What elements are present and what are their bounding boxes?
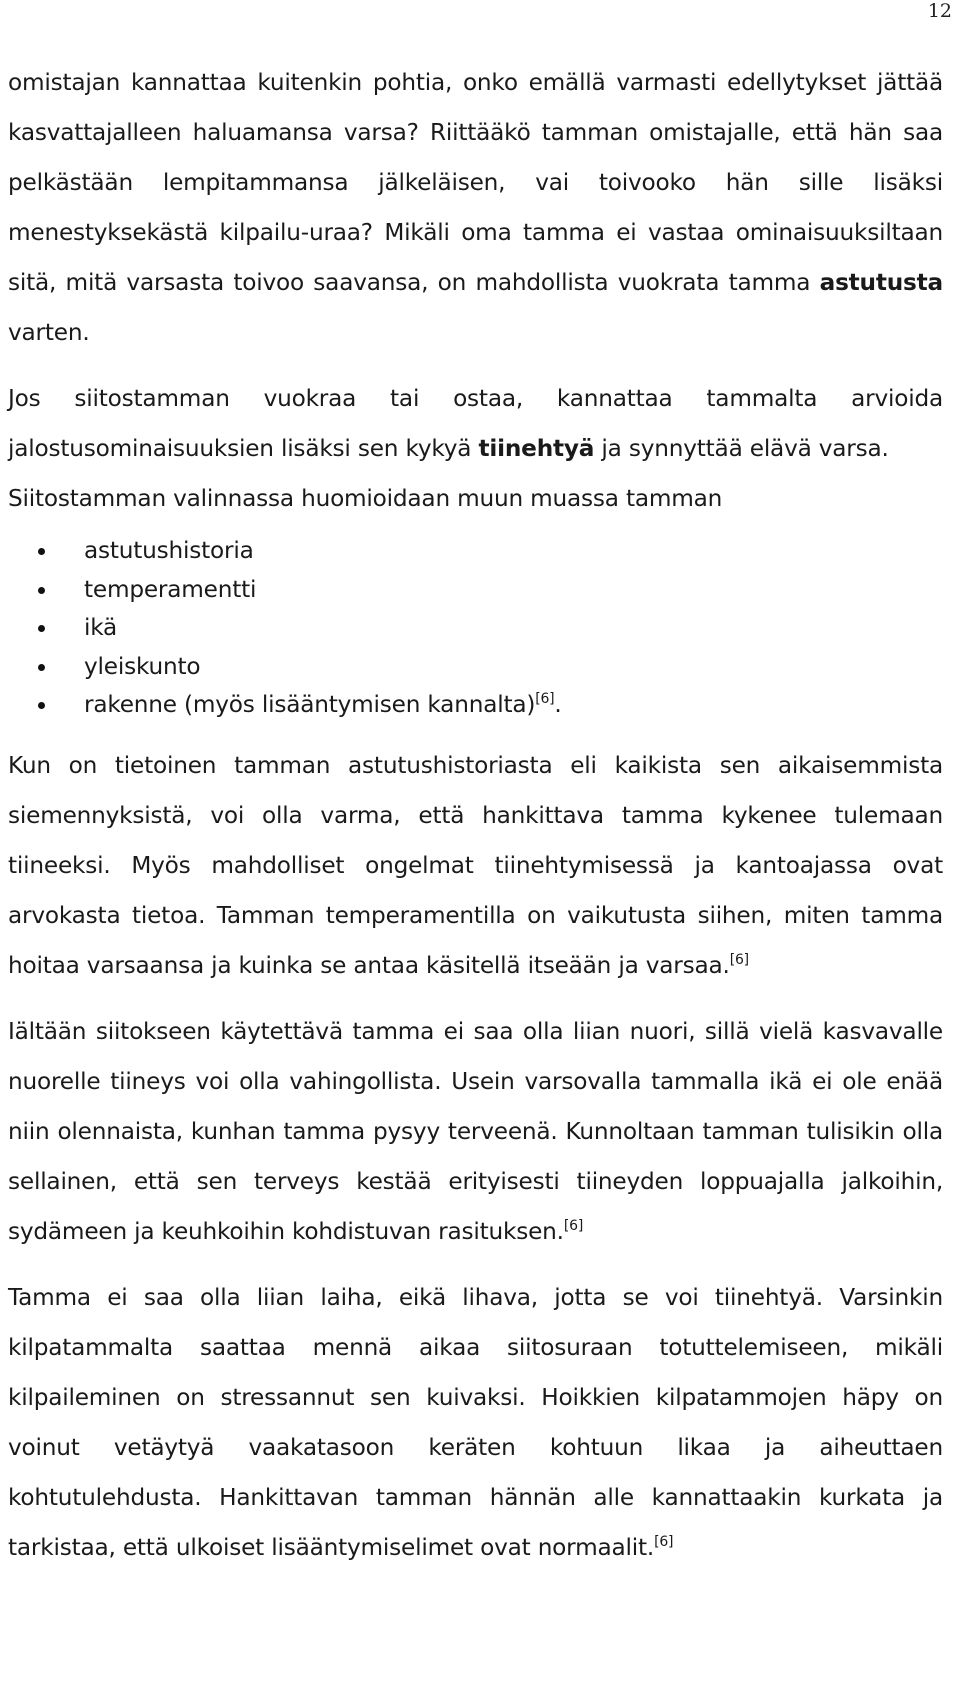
paragraph-4: Kun on tietoinen tamman astutushistoriasta eli kaikista sen aikaisemmista siemennyksistä, voi olla varma, että hankittava tamma kykenee tulemaan tiineeksi. Myös mahdolliset ongelmat tiinehtymisessä ja kantoajassa ovat arvokasta tietoa. Tamman temperamentilla on vaikutusta siihen, miten tamma hoitaa varsaansa ja kuinka se antaa käsitellä itseään ja varsaa.[6]: [8, 751, 943, 979]
bold-term-tiinehtya: tiinehtyä: [478, 435, 595, 462]
document-body: [8, 58, 943, 1573]
citation-ref: [6]: [535, 691, 555, 707]
criteria-list: [8, 532, 943, 725]
list-item: yleiskunto: [8, 648, 943, 687]
citation-ref: [6]: [729, 951, 749, 968]
paragraph-2: Jos siitostamman vuokraa tai ostaa, kannattaa tammalta arvioida jalostusominaisuuksien lisäksi sen kykyä tiinehtyä ja synnyttää elävä varsa.: [8, 385, 943, 462]
bold-term-astutusta: astutusta: [819, 269, 943, 296]
list-item: astutushistoria: [8, 532, 943, 571]
paragraph-5: Iältään siitokseen käytettävä tamma ei saa olla liian nuori, sillä vielä kasvavalle nuorelle tiineys voi olla vahingollista. Usein varsovalla tammalla ikä ei ole enää niin olennaista, kunhan tamma pysyy terveenä. Kunnoltaan tamman tulisikin olla sellainen, että sen terveys kestää erityisesti tiineyden loppuajalla jalkoihin, sydämeen ja keuhkoihin kohdistuvan rasituksen.[6]: [8, 1017, 943, 1245]
list-item: ikä: [8, 609, 943, 648]
list-item: rakenne (myös lisääntymisen kannalta)[6].: [8, 686, 943, 725]
citation-ref: [6]: [563, 1217, 584, 1234]
list-item: temperamentti: [8, 571, 943, 610]
citation-ref: [6]: [654, 1533, 674, 1550]
paragraph-3: Siitostamman valinnassa huomioidaan muun muassa tamman: [8, 485, 723, 512]
criteria-list-wrapper: [8, 532, 943, 725]
paragraph-1: omistajan kannattaa kuitenkin pohtia, onko emällä varmasti edellytykset jättää kasvattajalleen haluamansa varsa? Riittääkö tamman omistajalle, että hän saa pelkästään lempitammansa jälkeläisen, vai toivooko hän sille lisäksi menestyksekästä kilpailu-uraa? Mikäli oma tamma ei vastaa ominaisuuksiltaan sitä, mitä varsasta toivoo saavansa, on mahdollista vuokrata tamma astutusta varten.: [8, 69, 943, 346]
paragraph-6: Tamma ei saa olla liian laiha, eikä lihava, jotta se voi tiinehtyä. Varsinkin kilpatammalta saattaa mennä aikaa siitosuraan totuttelemiseen, mikäli kilpaileminen on stressannut sen kuivaksi. Hoikkien kilpatammojen häpy on voinut vetäytyä vaakatasoon keräten kohtuun likaa ja aiheuttaen kohtutulehdusta. Hankittavan tamman hännän alle kannattaakin kurkata ja tarkistaa, että ulkoiset lisääntymiselimet ovat normaalit.[6]: [8, 1283, 943, 1561]
page-number: 12: [927, 0, 952, 22]
